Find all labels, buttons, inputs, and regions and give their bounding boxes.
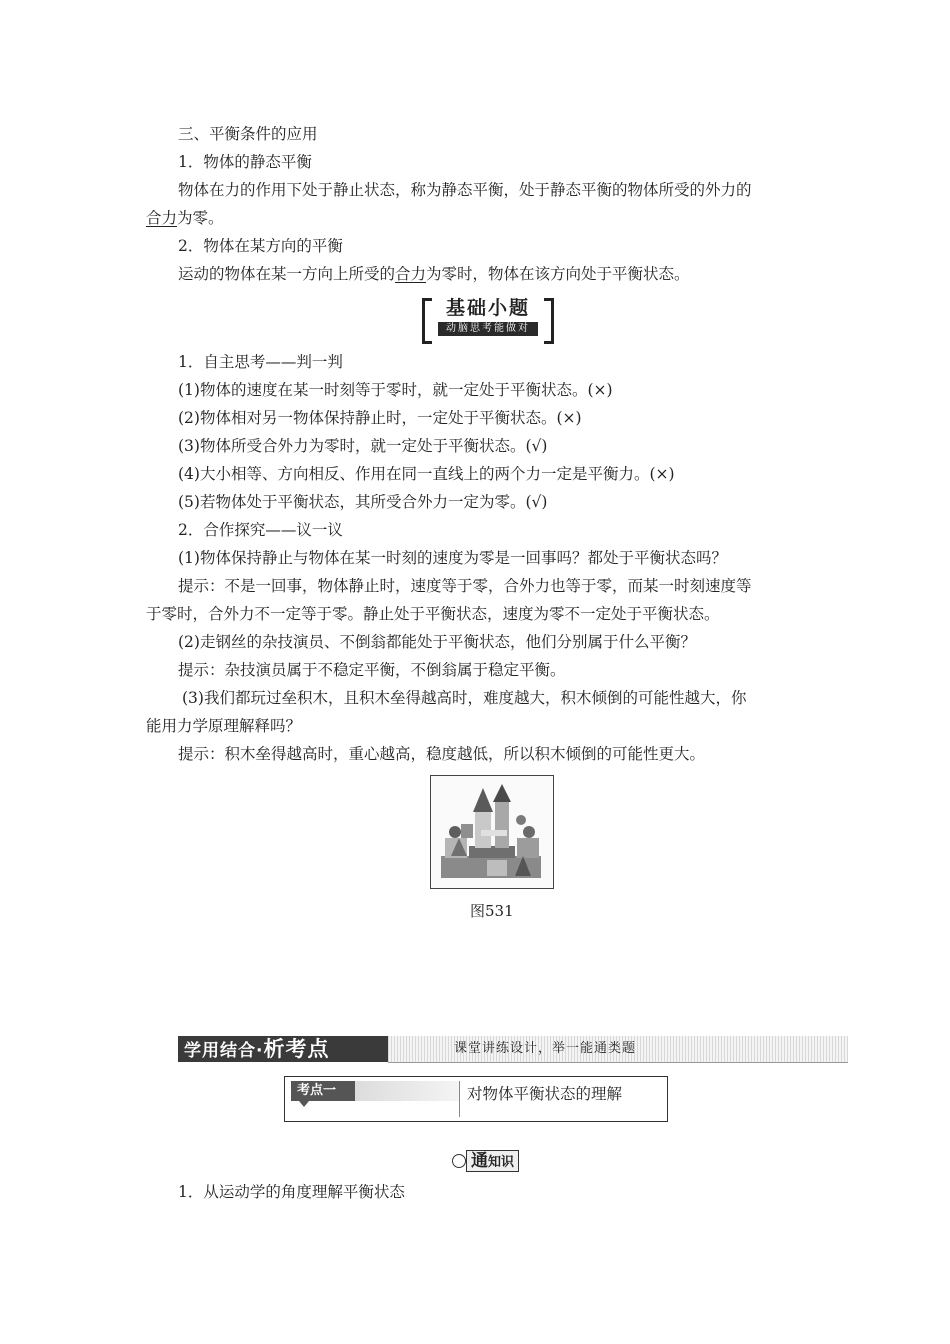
q2-title: 2．合作探究——议一议 <box>178 521 343 539</box>
section-bar-title <box>178 1036 388 1062</box>
tag-pointer-icon <box>299 1101 309 1107</box>
marker-icon <box>452 1154 466 1168</box>
q2-3-b: 能用力学原理解释吗？ <box>146 717 302 735</box>
item2-text-a: 运动的物体在某一方向上所受的 <box>178 265 396 283</box>
underlined-term: 合力 <box>395 265 427 283</box>
figure-caption: 图531 <box>470 902 514 920</box>
q2-3-hint: 提示：积木垒得越高时，重心越高，稳度越低，所以积木倾倒的可能性更大。 <box>178 745 706 763</box>
kaodian-tag-fill <box>355 1081 459 1101</box>
q2-1-hint-a: 提示：不是一回事，物体静止时，速度等于零，合外力也等于零，而某一时刻速度等 <box>178 577 752 595</box>
badge-subtitle: 动脑思考能做对 <box>438 322 538 336</box>
last-item1: 1．从运动学的角度理解平衡状态 <box>178 1183 405 1201</box>
item1-text-a: 物体在力的作用下处于静止状态，称为静态平衡，处于静态平衡的物体所受的外力的 <box>178 181 752 199</box>
bar-title-a: 学用结合· <box>184 1041 264 1061</box>
item2-text <box>178 264 690 284</box>
item1-title: 1．物体的静态平衡 <box>178 153 312 171</box>
q1-item: (1)物体的速度在某一时刻等于零时，就一定处于平衡状态。(×) <box>178 381 613 399</box>
q1-title: 1．自主思考——判一判 <box>178 353 343 371</box>
section-heading: 三、平衡条件的应用 <box>178 125 318 143</box>
building-blocks-figure <box>430 775 554 889</box>
underlined-term: 合力 <box>146 209 178 227</box>
tong-zhishi-tag <box>452 1150 530 1172</box>
item2-text-b: 为零时，物体在该方向处于平衡状态。 <box>426 265 690 283</box>
section-bar-subtitle: 课堂讲练设计，举一能通类题 <box>454 1041 637 1056</box>
item1-text-b-rest: 为零。 <box>177 209 224 227</box>
building-blocks-illustration <box>431 776 553 888</box>
q1-item: (4)大小相等、方向相反、作用在同一直线上的两个力一定是平衡力。(×) <box>178 465 675 483</box>
q1-item: (2)物体相对另一物体保持静止时，一定处于平衡状态。(×) <box>178 409 582 427</box>
kaodian-tag: 考点一 <box>291 1081 355 1101</box>
basic-questions-badge <box>422 296 554 342</box>
q2-1: (1)物体保持静止与物体在某一时刻的速度为零是一回事吗？都处于平衡状态吗？ <box>178 549 727 567</box>
badge-title: 基础小题 <box>445 297 530 319</box>
bar-title-b: 析考点 <box>263 1037 330 1061</box>
q2-1-hint-b: 于零时，合外力不一定等于零。静止处于平衡状态，速度为零不一定处于平衡状态。 <box>146 605 720 623</box>
q2-2-hint: 提示：杂技演员属于不稳定平衡，不倒翁属于稳定平衡。 <box>178 661 566 679</box>
q2-3-a: (3)我们都玩过垒积木，且积木垒得越高时，难度越大，积木倾倒的可能性越大，你 <box>182 689 747 707</box>
item1-text-b <box>146 208 224 228</box>
zhishi-text: 知识 <box>488 1155 515 1170</box>
kaodian-box <box>284 1076 668 1122</box>
tong-char: 通 <box>471 1151 488 1171</box>
q1-item: (3)物体所受合外力为零时，就一定处于平衡状态。(√) <box>178 437 548 455</box>
tong-zhishi-label <box>466 1150 519 1172</box>
q1-item: (5)若物体处于平衡状态，其所受合外力一定为零。(√) <box>178 493 548 511</box>
bracket-left <box>422 298 432 344</box>
kaodian-divider <box>459 1081 460 1117</box>
kaodian-title: 对物体平衡状态的理解 <box>467 1085 623 1103</box>
q2-2: (2)走钢丝的杂技演员、不倒翁都能处于平衡状态，他们分别属于什么平衡？ <box>178 633 696 651</box>
section-bar <box>178 1036 848 1062</box>
bracket-right <box>544 298 554 344</box>
item2-title: 2．物体在某方向的平衡 <box>178 237 343 255</box>
